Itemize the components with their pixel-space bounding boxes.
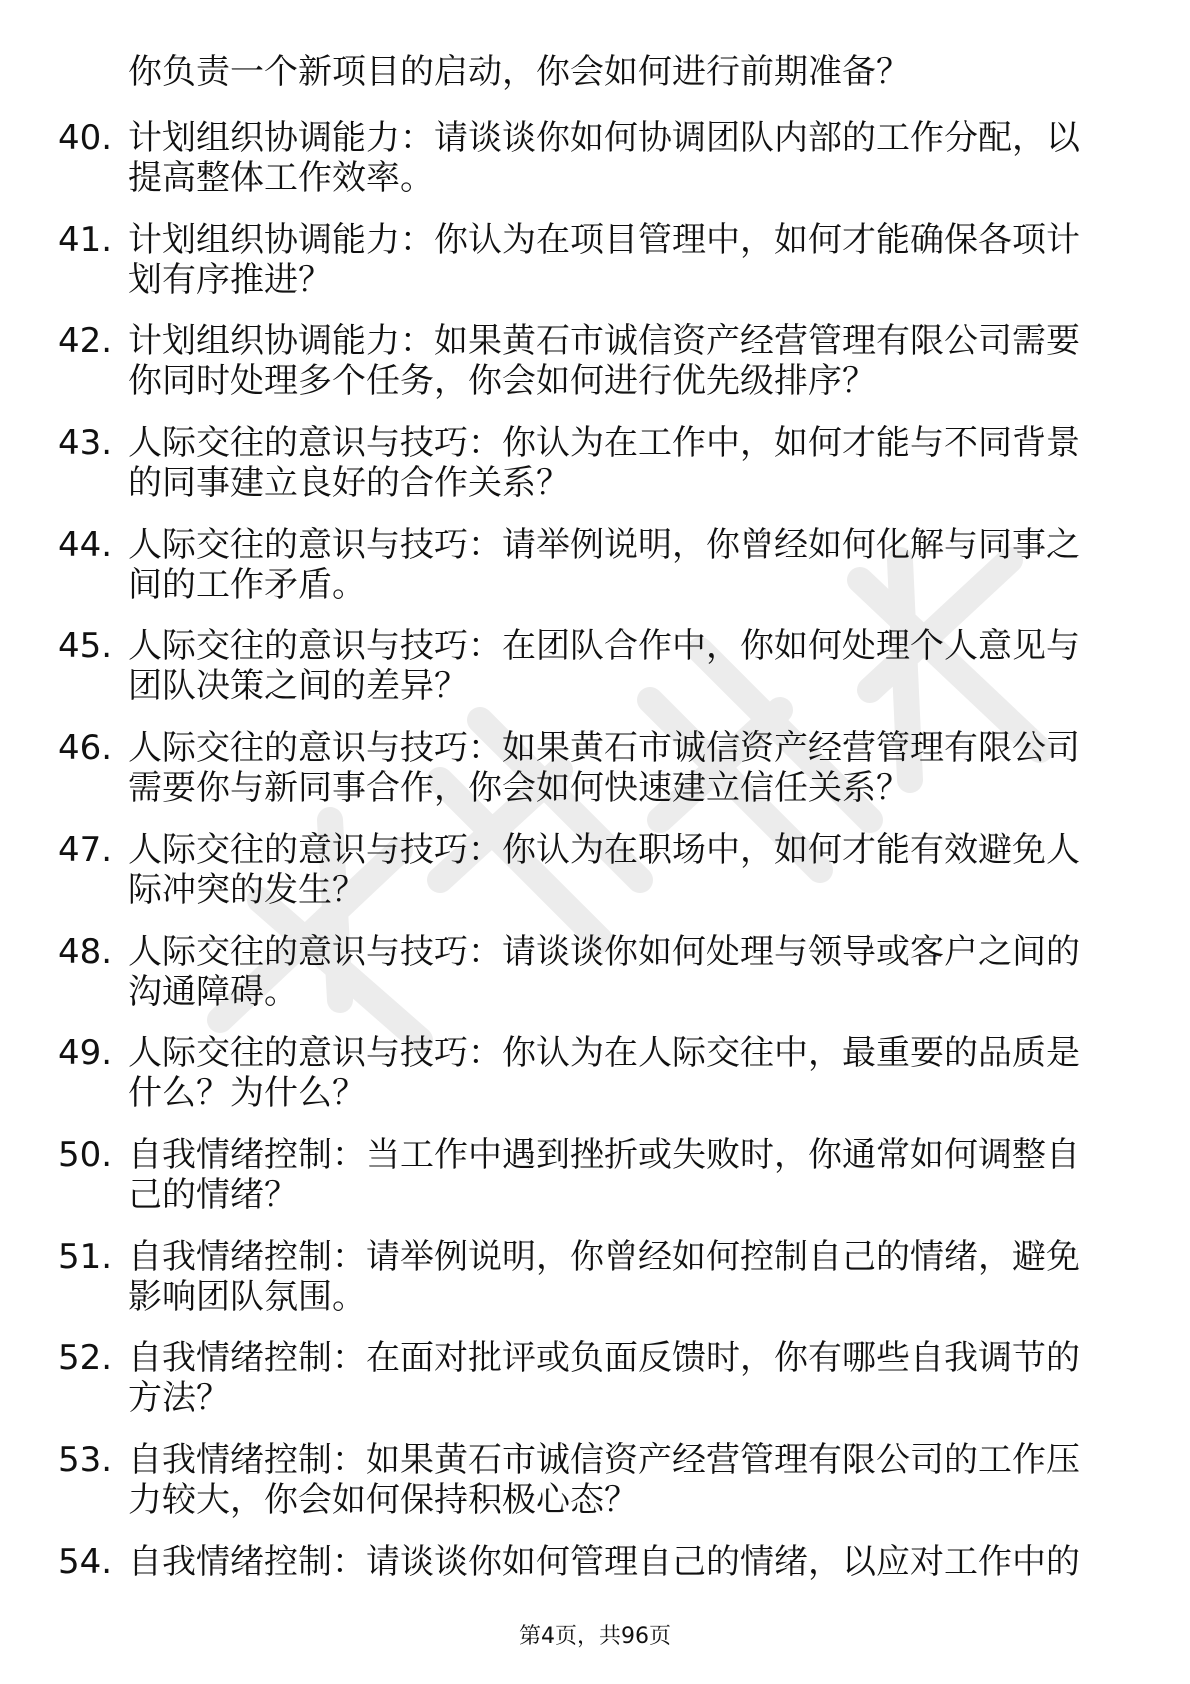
question-number: 45. <box>58 626 113 667</box>
question-number: 44. <box>58 524 113 565</box>
question-text-line: 人际交往的意识与技巧：如果黄石市诚信资产经营管理有限公司 <box>128 728 1080 769</box>
list-item <box>0 722 1190 824</box>
question-number: 43. <box>58 423 113 464</box>
question-text-line: 人际交往的意识与技巧：在团队合作中，你如何处理个人意见与 <box>128 626 1080 667</box>
question-text-line: 自我情绪控制：如果黄石市诚信资产经营管理有限公司的工作压 <box>128 1439 1080 1480</box>
question-text-line: 自我情绪控制：请谈谈你如何管理自己的情绪，以应对工作中的 <box>128 1541 1080 1582</box>
list-item <box>0 824 1190 926</box>
list-item <box>0 112 1190 214</box>
question-text-line: 团队决策之间的差异？ <box>128 666 468 707</box>
question-text-line: 方法？ <box>128 1378 230 1419</box>
question-text-line: 提高整体工作效率。 <box>128 158 434 198</box>
question-text-line: 需要你与新同事合作，你会如何快速建立信任关系？ <box>128 768 910 809</box>
question-number: 52. <box>58 1338 113 1379</box>
question-number: 53. <box>58 1439 113 1480</box>
page-footer: 第4页，共96页 <box>519 1624 671 1649</box>
question-text-line: 的同事建立良好的合作关系？ <box>128 463 570 504</box>
question-text-line: 人际交往的意识与技巧：请举例说明，你曾经如何化解与同事之 <box>128 524 1080 565</box>
question-text-line: 自我情绪控制：在面对批评或负面反馈时，你有哪些自我调节的 <box>128 1338 1080 1379</box>
question-number: 42. <box>58 321 113 362</box>
question-text-line: 际冲突的发生？ <box>128 869 366 910</box>
question-text-line: 己的情绪？ <box>128 1174 298 1215</box>
question-text-line: 人际交往的意识与技巧：你认为在职场中，如何才能有效避免人 <box>128 829 1080 870</box>
question-text-line: 人际交往的意识与技巧：请谈谈你如何处理与领导或客户之间的 <box>128 931 1080 972</box>
list-item <box>0 519 1190 621</box>
question-number: 41. <box>58 219 113 260</box>
question-text-line: 计划组织协调能力：你认为在项目管理中，如何才能确保各项计 <box>128 219 1080 260</box>
question-text-line: 划有序推进？ <box>128 259 332 300</box>
list-item <box>0 417 1190 519</box>
question-text-line: 计划组织协调能力：请谈谈你如何协调团队内部的工作分配，以 <box>128 118 1080 158</box>
question-text-line: 力较大，你会如何保持积极心态？ <box>128 1479 638 1520</box>
list-item <box>0 214 1190 316</box>
question-text-line: 计划组织协调能力：如果黄石市诚信资产经营管理有限公司需要 <box>128 321 1080 362</box>
question-text-line: 间的工作矛盾。 <box>128 564 366 605</box>
question-text-line: 你同时处理多个任务，你会如何进行优先级排序？ <box>128 361 876 402</box>
list-item <box>0 1129 1190 1231</box>
list-item <box>0 1332 1190 1434</box>
question-number: 51. <box>58 1236 113 1277</box>
continuation-text: 你负责一个新项目的启动，你会如何进行前期准备？ <box>128 52 910 92</box>
list-item <box>0 926 1190 1028</box>
question-number: 54. <box>58 1541 113 1582</box>
list-item <box>0 1027 1190 1129</box>
question-text-line: 什么？为什么？ <box>128 1073 366 1114</box>
list-item <box>0 315 1190 417</box>
question-text-line: 人际交往的意识与技巧：你认为在工作中，如何才能与不同背景 <box>128 423 1080 464</box>
question-text-line: 影响团队氛围。 <box>128 1276 366 1317</box>
question-list <box>0 112 1190 1637</box>
list-item <box>0 620 1190 722</box>
question-text-line: 自我情绪控制：请举例说明，你曾经如何控制自己的情绪，避免 <box>128 1236 1080 1277</box>
question-number: 40. <box>58 118 113 158</box>
question-text-line: 沟通障碍。 <box>128 971 298 1012</box>
question-number: 49. <box>58 1033 113 1074</box>
list-item <box>0 1231 1190 1333</box>
question-number: 47. <box>58 829 113 870</box>
question-text-line: 自我情绪控制：当工作中遇到挫折或失败时，你通常如何调整自 <box>128 1134 1080 1175</box>
question-number: 46. <box>58 728 113 769</box>
list-item <box>0 1434 1190 1536</box>
question-text-line: 人际交往的意识与技巧：你认为在人际交往中，最重要的品质是 <box>128 1033 1080 1074</box>
question-number: 50. <box>58 1134 113 1175</box>
question-number: 48. <box>58 931 113 972</box>
